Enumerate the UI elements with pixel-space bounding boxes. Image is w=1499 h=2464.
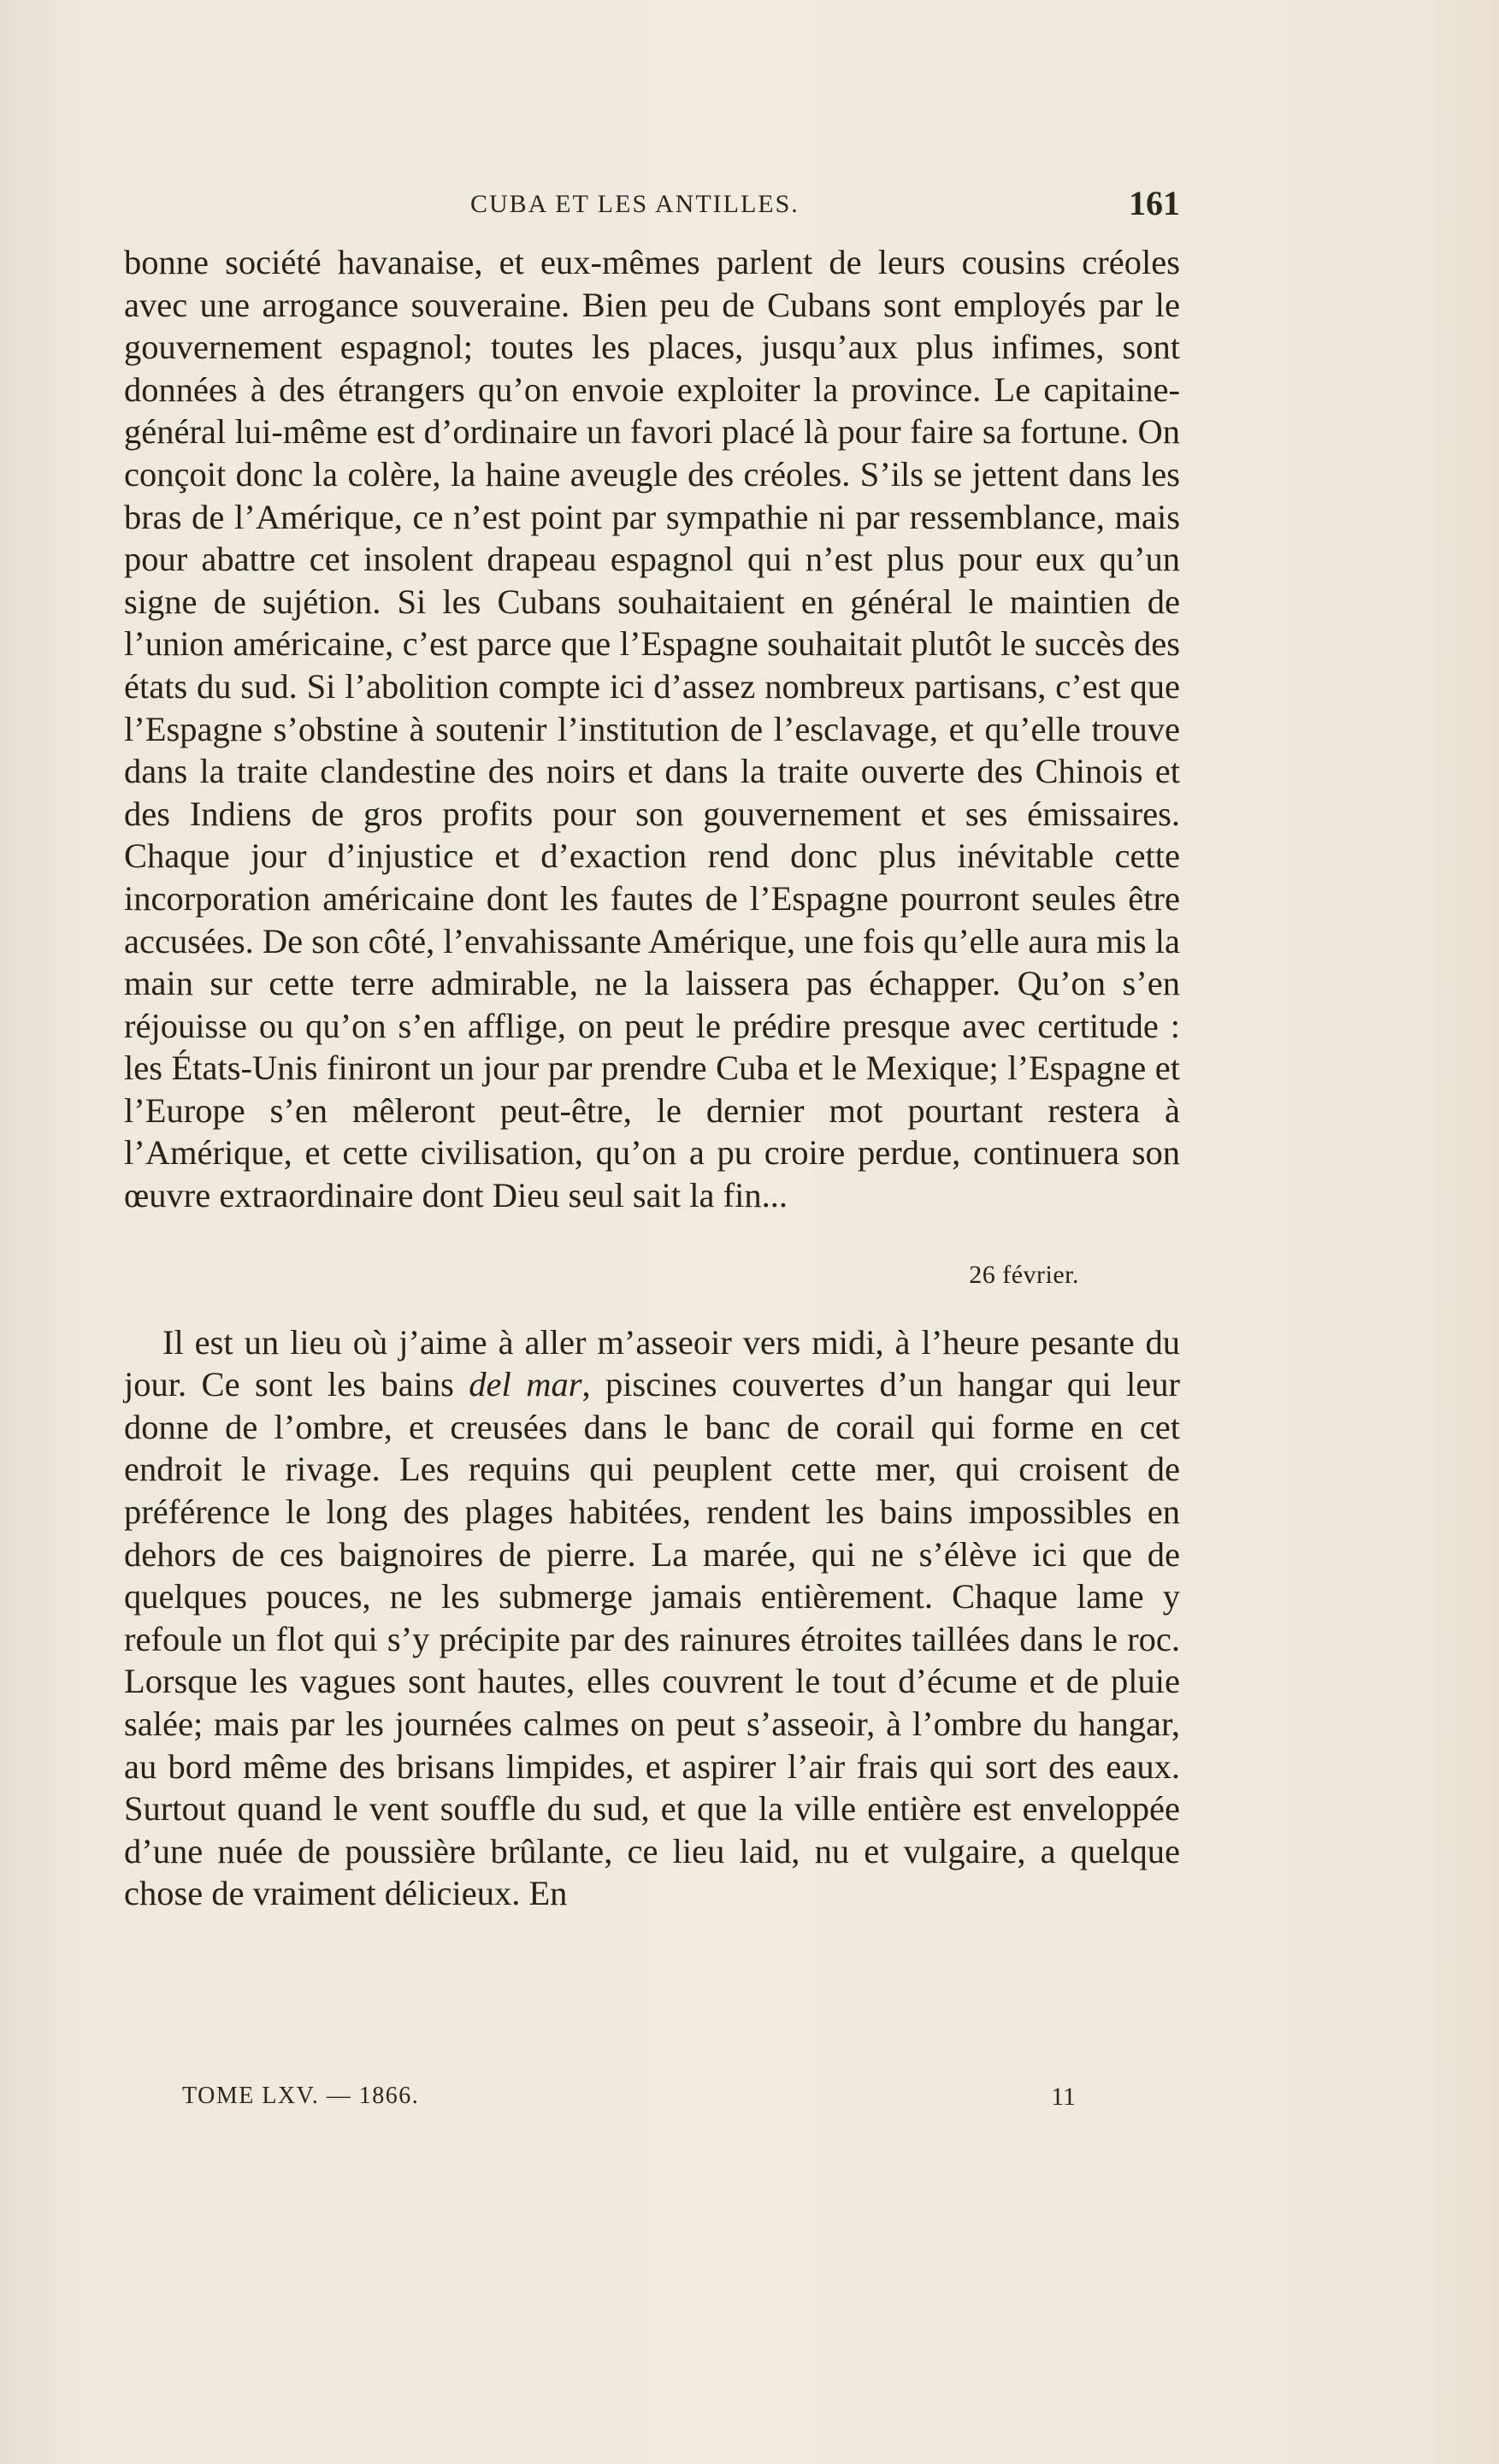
body-text (124, 241, 1180, 1915)
italic-phrase: del mar (469, 1365, 582, 1404)
paragraph-text: , piscines couvertes d’un hangar qui leur donne de l’ombre, et creusées dans le banc de corail qui forme en cet endroit le rivage. Les requins qui peuplent cette mer, qui croisent de préférence le long des plages habitées, rendent les bains impossibles en dehors de ces baignoires de pierre. La marée, qui ne s’élève ici que de quelques pouces, ne les submerge jamais entièrement. Chaque lame y refoule un flot qui s’y précipite par des rainures étroites taillées dans le roc. Lorsque les vagues sont hautes, elles couvrent le tout d’écume et de pluie salée; mais par les journées calmes on peut s’asseoir, à l’ombre du hangar, au bord même des brisans limpides, et aspirer l’air frais qui sort des eaux. Surtout quand le vent souffle du sud, et que la ville entière est enveloppée d’une nuée de poussière brûlante, ce lieu laid, nu et vulgaire, a quelque chose de vraiment délicieux. En (124, 1365, 1180, 1913)
paragraph (124, 1321, 1180, 1915)
page-number: 161 (1129, 184, 1180, 222)
running-head (124, 181, 1180, 224)
volume-signature: TOME LXV. — 1866. (182, 2083, 420, 2109)
paragraph-text: Il est un lieu où j’aime à aller m’asseoir vers midi, à l’heure pesante du jour. Ce sont les bains (124, 1322, 1180, 1404)
paragraph: bonne société havanaise, et eux-mêmes parlent de leurs cousins créoles avec une arrogance souveraine. Bien peu de Cubans sont employés par le gouvernement espagnol; toutes les places, jusqu’aux plus infimes, sont données à des étrangers qu’on envoie exploiter la province. Le capitaine-général lui-même est d’ordinaire un favori placé là pour faire sa fortune. On conçoit donc la colère, la haine aveugle des créoles. S’ils se jettent dans les bras de l’Amérique, ce n’est point par sympathie ni par ressemblance, mais pour abattre cet insolent drapeau espagnol qui n’est plus pour eux qu’un signe de sujétion. Si les Cubans souhaitaient en général le maintien de l’union américaine, c’est parce que l’Espagne souhaitait plutôt le succès des états du sud. Si l’abolition compte ici d’assez nombreux partisans, c’est que l’Espagne s’obstine à soutenir l’institution de l’esclavage, et qu’elle trouve dans la traite clandestine des noirs et dans la traite ouverte des Chinois et des Indiens de gros profits pour son gouvernement et ses émissaires. Chaque jour d’injustice et d’exaction rend donc plus inévitable cette incorporation américaine dont les fautes de l’Espagne pourront seules être accusées. De son côté, l’envahissante Amérique, une fois qu’elle aura mis la main sur cette terre admirable, ne la laissera pas échapper. Qu’on s’en réjouisse ou qu’on s’en afflige, on peut le prédire presque avec certitude : les États-Unis finiront un jour par prendre Cuba et le Mexique; l’Espagne et l’Europe s’en mêleront peut-être, le dernier mot pourtant restera à l’Amérique, et cette civilisation, qu’on a pu croire perdue, continuera son œuvre extraordinaire dont Dieu seul sait la fin... (124, 243, 1180, 1215)
running-title: CUBA ET LES ANTILLES. (470, 190, 800, 218)
page-footer (182, 2083, 1076, 2125)
dateline: 26 février. (969, 1260, 1079, 1289)
signature-mark: 11 (1051, 2083, 1076, 2111)
